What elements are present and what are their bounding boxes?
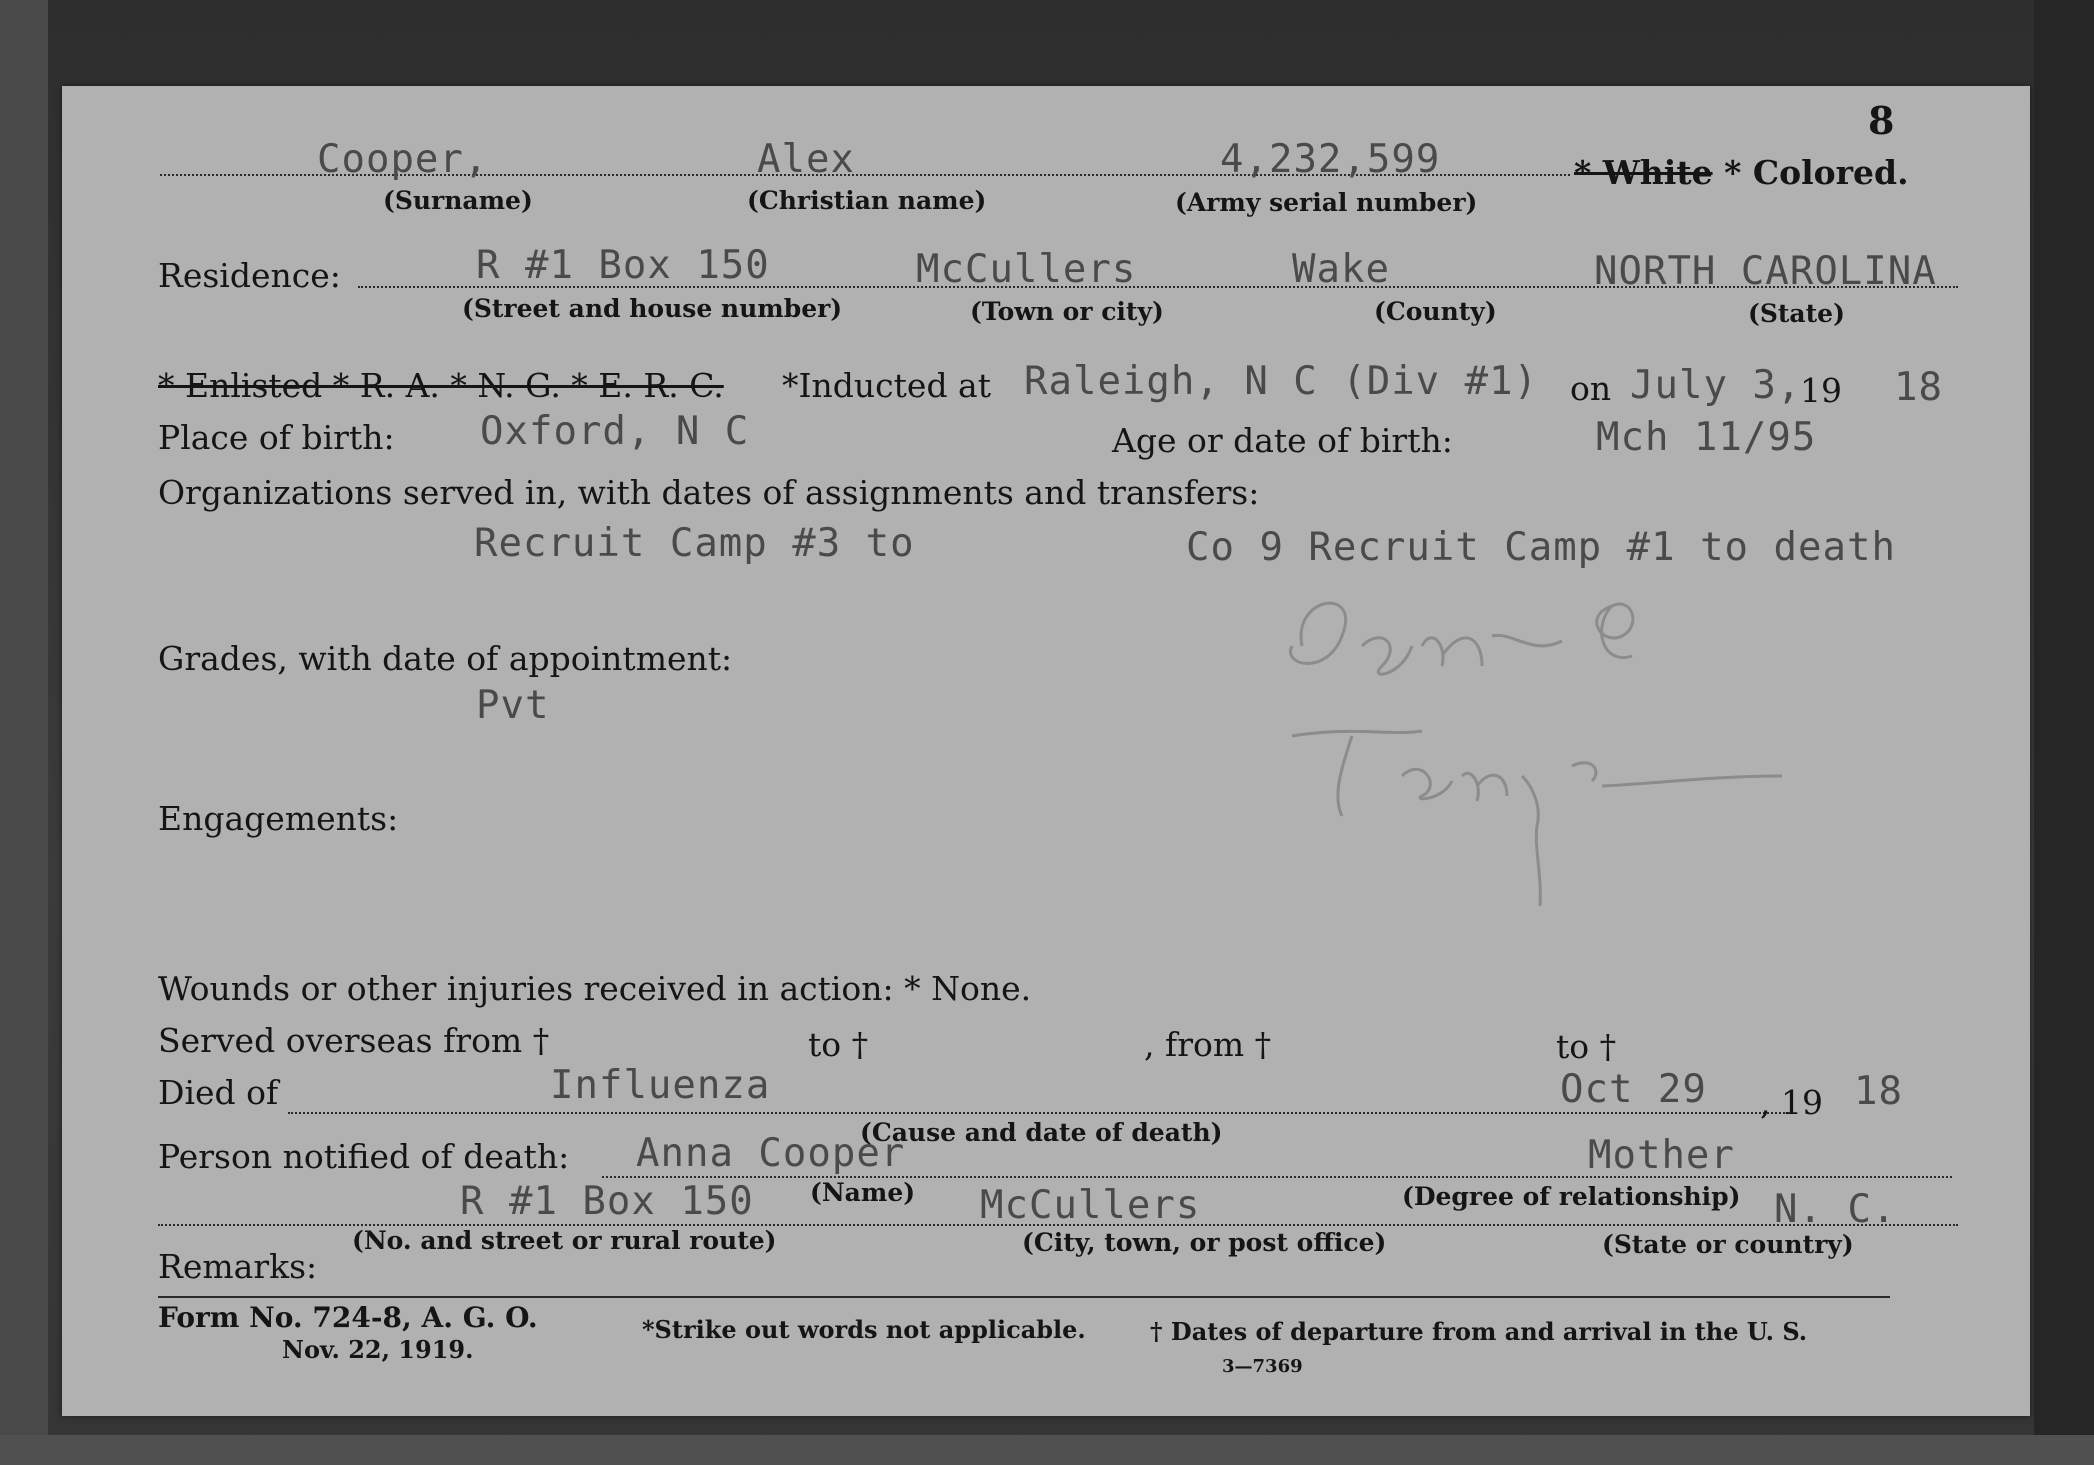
grades-label: Grades, with date of appointment: — [158, 639, 733, 678]
race-colored: * Colored. — [1724, 153, 1909, 192]
notified-city-value: McCullers — [980, 1183, 1201, 1228]
organization-1-value: Recruit Camp #3 to — [474, 521, 915, 566]
died-of-label: Died of — [158, 1073, 279, 1112]
serial-number-caption: (Army serial number) — [1175, 188, 1478, 217]
service-record-card — [62, 86, 2030, 1416]
inducted-date-value: July 3, — [1630, 363, 1802, 408]
state-country-caption: (State or country) — [1602, 1230, 1854, 1259]
notified-street-value: R #1 Box 150 — [460, 1179, 754, 1224]
relationship-caption: (Degree of relationship) — [1402, 1182, 1741, 1211]
age-label: Age or date of birth: — [1112, 421, 1453, 460]
print-code: 3—7369 — [1222, 1356, 1303, 1377]
overseas-to-label: to † — [808, 1025, 869, 1064]
grade-value: Pvt — [476, 683, 550, 728]
overseas-to2-label: to † — [1556, 1027, 1617, 1066]
overseas-from2-label: , from † — [1144, 1025, 1272, 1064]
christian-name-value: Alex — [757, 137, 855, 182]
cause-caption: (Cause and date of death) — [860, 1118, 1223, 1147]
dates-note: † Dates of departure from and arrival in the U. S. — [1150, 1317, 1808, 1346]
state-caption: (State) — [1748, 299, 1845, 328]
remarks-rule — [158, 1296, 1890, 1298]
inducted-year-value: 18 — [1894, 365, 1943, 410]
pencil-annotation-mark — [1272, 586, 1832, 916]
street-route-caption: (No. and street or rural route) — [352, 1226, 777, 1255]
person-notified-label: Person notified of death: — [158, 1137, 570, 1176]
backdrop-right-edge — [2034, 0, 2094, 1465]
notified-name-value: Anna Cooper — [636, 1131, 906, 1176]
inducted-year-prefix: 19 — [1800, 371, 1842, 410]
death-year-prefix: , 19 — [1760, 1083, 1823, 1122]
inducted-place-value: Raleigh, N C (Div #1) — [1024, 359, 1539, 404]
cause-of-death-value: Influenza — [550, 1063, 771, 1108]
residence-county-value: Wake — [1292, 247, 1390, 292]
backdrop-bottom-edge — [0, 1435, 2094, 1465]
name-caption: (Name) — [810, 1178, 916, 1207]
strike-out-note: *Strike out words not applicable. — [642, 1315, 1086, 1344]
place-of-birth-label: Place of birth: — [158, 418, 395, 457]
place-of-birth-value: Oxford, N C — [480, 409, 750, 454]
county-caption: (County) — [1374, 297, 1497, 326]
christian-name-caption: (Christian name) — [747, 186, 987, 215]
form-number: Form No. 724-8, A. G. O. — [158, 1301, 538, 1334]
remarks-label: Remarks: — [158, 1247, 318, 1286]
died-of-line — [288, 1112, 1788, 1114]
death-year-value: 18 — [1854, 1069, 1903, 1114]
surname-value: Cooper, — [317, 137, 489, 182]
on-label: on — [1570, 369, 1612, 408]
inducted-label: *Inducted at — [782, 366, 991, 405]
town-caption: (Town or city) — [970, 297, 1164, 326]
street-caption: (Street and house number) — [462, 294, 843, 323]
city-caption: (City, town, or post office) — [1022, 1228, 1387, 1257]
engagements-label: Engagements: — [158, 799, 399, 838]
person-notified-line — [602, 1176, 1952, 1178]
serial-number-value: 4,232,599 — [1220, 137, 1441, 182]
corner-number: 8 — [1868, 98, 1895, 143]
birth-date-value: Mch 11/95 — [1596, 415, 1817, 460]
residence-label: Residence: — [158, 256, 341, 295]
overseas-from-label: Served overseas from † — [158, 1021, 550, 1060]
organizations-label: Organizations served in, with dates of assignments and transfers: — [158, 473, 1260, 512]
enlisted-options-struck: * Enlisted * R. A. * N. G. * E. R. C. — [158, 366, 724, 405]
death-date-value: Oct 29 — [1560, 1067, 1707, 1112]
residence-state-value: NORTH CAROLINA — [1594, 249, 1937, 294]
surname-caption: (Surname) — [383, 186, 533, 215]
organization-2-value: Co 9 Recruit Camp #1 to death — [1186, 525, 1896, 570]
residence-town-value: McCullers — [916, 247, 1137, 292]
residence-street-value: R #1 Box 150 — [476, 243, 770, 288]
notified-relationship-value: Mother — [1588, 1133, 1735, 1178]
race-white-struck: * White — [1574, 153, 1713, 192]
wounds-label: Wounds or other injuries received in action: * None. — [158, 969, 1032, 1008]
form-date: Nov. 22, 1919. — [282, 1335, 474, 1364]
notified-state-value: N. C. — [1774, 1187, 1897, 1232]
backdrop-left-edge — [0, 0, 48, 1465]
